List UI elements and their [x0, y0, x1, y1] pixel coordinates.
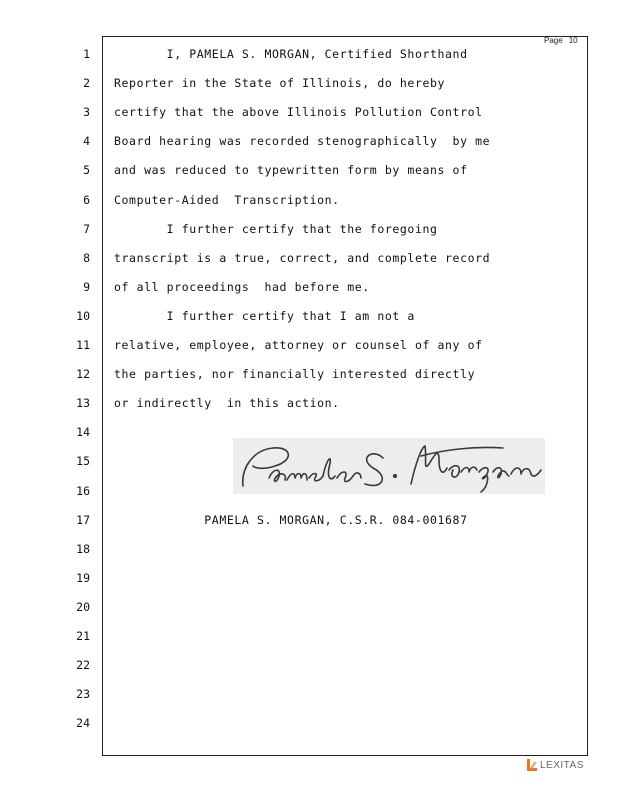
line-number: 6 [83, 192, 90, 207]
line-number: 5 [83, 163, 90, 178]
transcript-line: I further certify that I am not a [114, 308, 415, 323]
line-number: 19 [76, 570, 90, 585]
transcript-line: and was reduced to typewritten form by means of [114, 163, 468, 178]
line-number: 24 [76, 716, 90, 731]
transcript-line: I, PAMELA S. MORGAN, Certified Shorthand [114, 47, 468, 61]
transcript-line: the parties, nor financially interested directly [114, 367, 476, 382]
line-number: 17 [76, 512, 90, 527]
transcript-line: of all proceedings had before me. [114, 279, 370, 294]
transcript-line: transcript is a true, correct, and complete record [114, 250, 491, 265]
line-number: 4 [83, 134, 90, 149]
page-number: 10 [568, 36, 578, 45]
transcript-line: PAMELA S. MORGAN, C.S.R. 084-001687 [114, 512, 468, 527]
line-number: 23 [76, 687, 90, 702]
transcript-line: Computer-Aided Transcription. [114, 192, 340, 207]
transcript-line: Board hearing was recorded stenographically by me [114, 134, 491, 149]
line-number: 21 [76, 629, 90, 643]
transcript-line: certify that the above Illinois Pollution Control [114, 105, 483, 120]
transcript-line: or indirectly in this action. [114, 396, 340, 411]
line-number: 20 [76, 599, 90, 614]
signature-image [233, 438, 545, 494]
line-number: 15 [76, 454, 90, 469]
line-number: 9 [83, 279, 90, 294]
lexitas-logo [526, 757, 584, 773]
line-number: 10 [76, 308, 90, 323]
lexitas-logo-text: LEXITAS [540, 759, 584, 771]
transcript-line: I further certify that the foregoing [114, 221, 438, 236]
line-number: 1 [83, 47, 90, 61]
transcript-line: relative, employee, attorney or counsel of any of [114, 338, 483, 352]
line-number: 11 [76, 338, 90, 352]
page-label-text: Page [544, 36, 563, 45]
line-number: 12 [76, 367, 90, 382]
line-number: 8 [83, 250, 90, 265]
line-number: 22 [76, 658, 90, 673]
line-number: 14 [76, 425, 90, 440]
line-number: 2 [83, 76, 90, 91]
line-number: 3 [83, 105, 90, 120]
line-number: 16 [76, 483, 90, 498]
line-number: 7 [83, 221, 90, 236]
lexitas-logo-mark-icon [526, 758, 538, 772]
line-number: 13 [76, 396, 90, 411]
line-number: 18 [76, 541, 90, 556]
signature-drawing [233, 438, 545, 494]
transcript-line: Reporter in the State of Illinois, do hereby [114, 76, 446, 91]
